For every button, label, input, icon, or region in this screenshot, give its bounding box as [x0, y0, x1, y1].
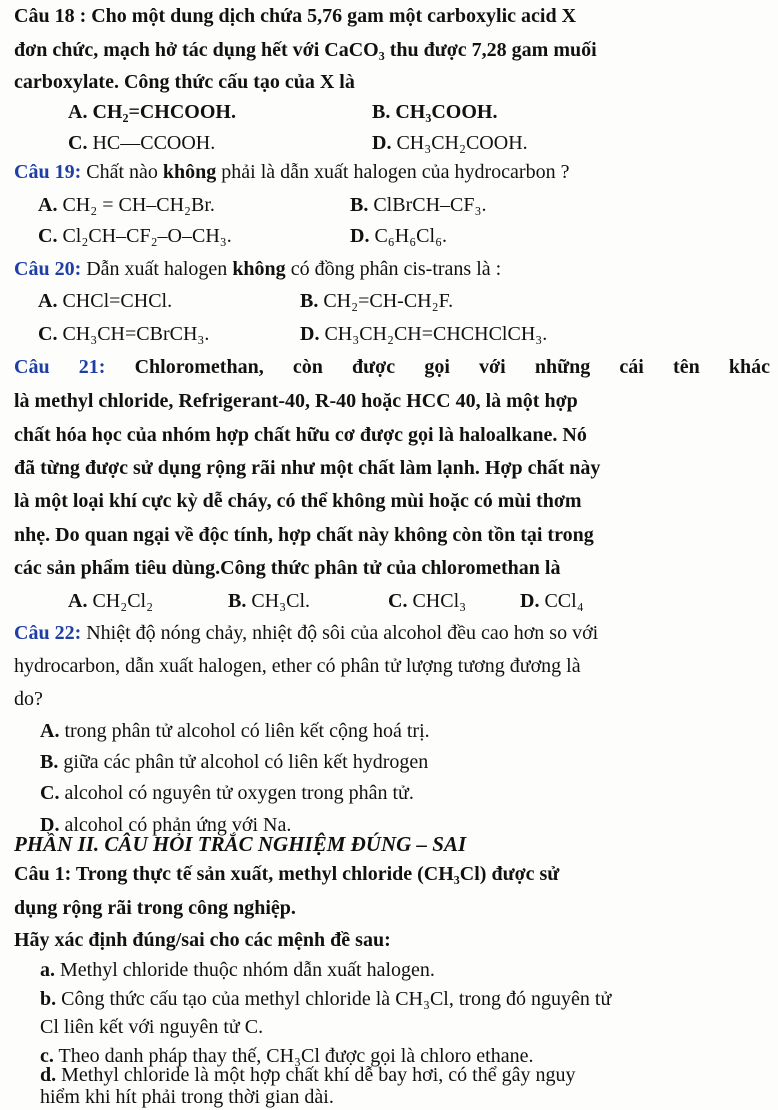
q21-options-row	[0, 589, 778, 615]
q19-option-d[interactable]: D. C₆H₆Cl₆.	[350, 225, 448, 247]
q22-label: Câu 22:	[14, 622, 82, 644]
q20-option-d[interactable]: D. CH₃CH₂CH=CHCHClCH₃.	[300, 323, 548, 345]
q21-line-6: nhẹ. Do quan ngại về độc tính, hợp chất này không còn tồn tại trong	[14, 524, 594, 546]
q20-options-row-2	[0, 322, 778, 348]
q22-option-b[interactable]: B. giữa các phân tử alcohol có liên kết hydrogen	[40, 751, 429, 773]
q22-option-a[interactable]: A. trong phân tử alcohol có liên kết cộng hoá trị.	[40, 720, 430, 742]
q19-option-b[interactable]: B. ClBrCH–CF₃.	[350, 194, 487, 216]
q19-options-row-2	[0, 224, 778, 250]
q19-label: Câu 19:	[14, 161, 82, 183]
part2-heading: PHẦN II. CÂU HỎI TRẮC NGHIỆM ĐÚNG – SAI	[14, 832, 467, 856]
q18-line-1	[14, 4, 576, 30]
q21-line-5: là một loại khí cực kỳ dễ cháy, có thể không mùi hoặc có mùi thơm	[14, 490, 582, 512]
q21-line-1: Câu 21: Chloromethan, còn được gọi với những cái tên khác	[14, 356, 771, 378]
q21-line-7: các sản phẩm tiêu dùng.Công thức phân tử của chloromethan là	[14, 557, 561, 579]
q20-option-b[interactable]: B. CH₂=CH-CH₂F.	[300, 290, 454, 312]
q21-option-a[interactable]: A. CH₂Cl₂	[68, 590, 154, 612]
q21-line-2: là methyl chloride, Refrigerant-40, R-40 hoặc HCC 40, là một hợp	[14, 390, 578, 412]
q21-option-c[interactable]: C. CHCl₃	[388, 590, 467, 612]
statement-d[interactable]: d. Methyl chloride là một hợp chất khí dễ bay hơi, có thể gây nguy	[40, 1064, 576, 1086]
q18-options-row-2	[0, 131, 778, 157]
part2-instruction: Hãy xác định đúng/sai cho các mệnh đề sau:	[14, 929, 391, 951]
statement-c[interactable]: c. Theo danh pháp thay thế, CH₃Cl được gọi là chloro ethane.	[40, 1045, 534, 1067]
q20-label: Câu 20:	[14, 258, 82, 280]
q19-options-row-1	[0, 193, 778, 219]
q18-option-d[interactable]: D. CH₃CH₂COOH.	[372, 132, 528, 154]
q21-line-4: đã từng được sử dụng rộng rãi như một chất làm lạnh. Hợp chất này	[14, 457, 601, 479]
q18-line-3: carboxylate. Công thức cấu tạo của X là	[14, 71, 355, 93]
q20-stem: Câu 20: Dẫn xuất halogen không có đồng phân cis-trans là :	[14, 258, 502, 280]
q19-option-a[interactable]: A. CH₂ = CH–CH₂Br.	[38, 194, 215, 216]
q19-option-c[interactable]: C. Cl₂CH–CF₂–O–CH₃.	[38, 225, 232, 247]
q18-option-b[interactable]: B. CH₃COOH.	[372, 101, 498, 123]
q18-option-c[interactable]: C. HC—CCOOH.	[68, 132, 216, 154]
q22-line-3: do?	[14, 688, 43, 710]
q20-option-c[interactable]: C. CH₃CH=CBrCH₃.	[38, 323, 210, 345]
statement-a[interactable]: a. Methyl chloride thuộc nhóm dẫn xuất halogen.	[40, 959, 435, 981]
q18-option-a[interactable]: A. CH₂=CHCOOH.	[68, 101, 236, 123]
q21-option-d[interactable]: D. CCl₄	[520, 590, 584, 612]
q21-option-b[interactable]: B. CH₃Cl.	[228, 590, 310, 612]
q21-line-3: chất hóa học của nhóm hợp chất hữu cơ được gọi là haloalkane. Nó	[14, 424, 587, 446]
q22-line-2: hydrocarbon, dẫn xuất halogen, ether có phân tử lượng tương đương là	[14, 655, 581, 677]
statement-d-cont: hiểm khi hít phải trong thời gian dài.	[40, 1086, 334, 1108]
q19-stem: Câu 19: Chất nào không phải là dẫn xuất halogen của hydrocarbon ?	[14, 161, 570, 183]
q21-label: Câu 21:	[14, 356, 106, 378]
statement-b[interactable]: b. Công thức cấu tạo của methyl chloride là CH₃Cl, trong đó nguyên tử	[40, 988, 612, 1010]
part2-q1-label: Câu 1:	[14, 863, 72, 885]
q18-label: Câu 18 :	[14, 5, 87, 27]
q18-line-2: đơn chức, mạch hở tác dụng hết với CaCO₃ thu được 7,28 gam muối	[14, 39, 597, 61]
q18-options-row-1	[0, 100, 778, 126]
q18-stem-1: Cho một dung dịch chứa 5,76 gam một carboxylic acid X	[91, 5, 577, 27]
q22-option-c[interactable]: C. alcohol có nguyên tử oxygen trong phân tử.	[40, 782, 414, 804]
statement-b-cont: Cl liên kết với nguyên tử C.	[40, 1016, 264, 1038]
q20-options-row-1	[0, 289, 778, 315]
q20-option-a[interactable]: A. CHCl=CHCl.	[38, 290, 173, 312]
part2-q1-line-2: dụng rộng rãi trong công nghiệp.	[14, 897, 296, 919]
q22-line-1: Câu 22: Nhiệt độ nóng chảy, nhiệt độ sôi của alcohol đều cao hơn so với	[14, 622, 599, 644]
part2-q1-line-1: Câu 1: Trong thực tế sản xuất, methyl chloride (CH₃Cl) được sử	[14, 863, 560, 885]
q22-option-d[interactable]: D. alcohol có phản ứng với Na.	[40, 814, 292, 836]
